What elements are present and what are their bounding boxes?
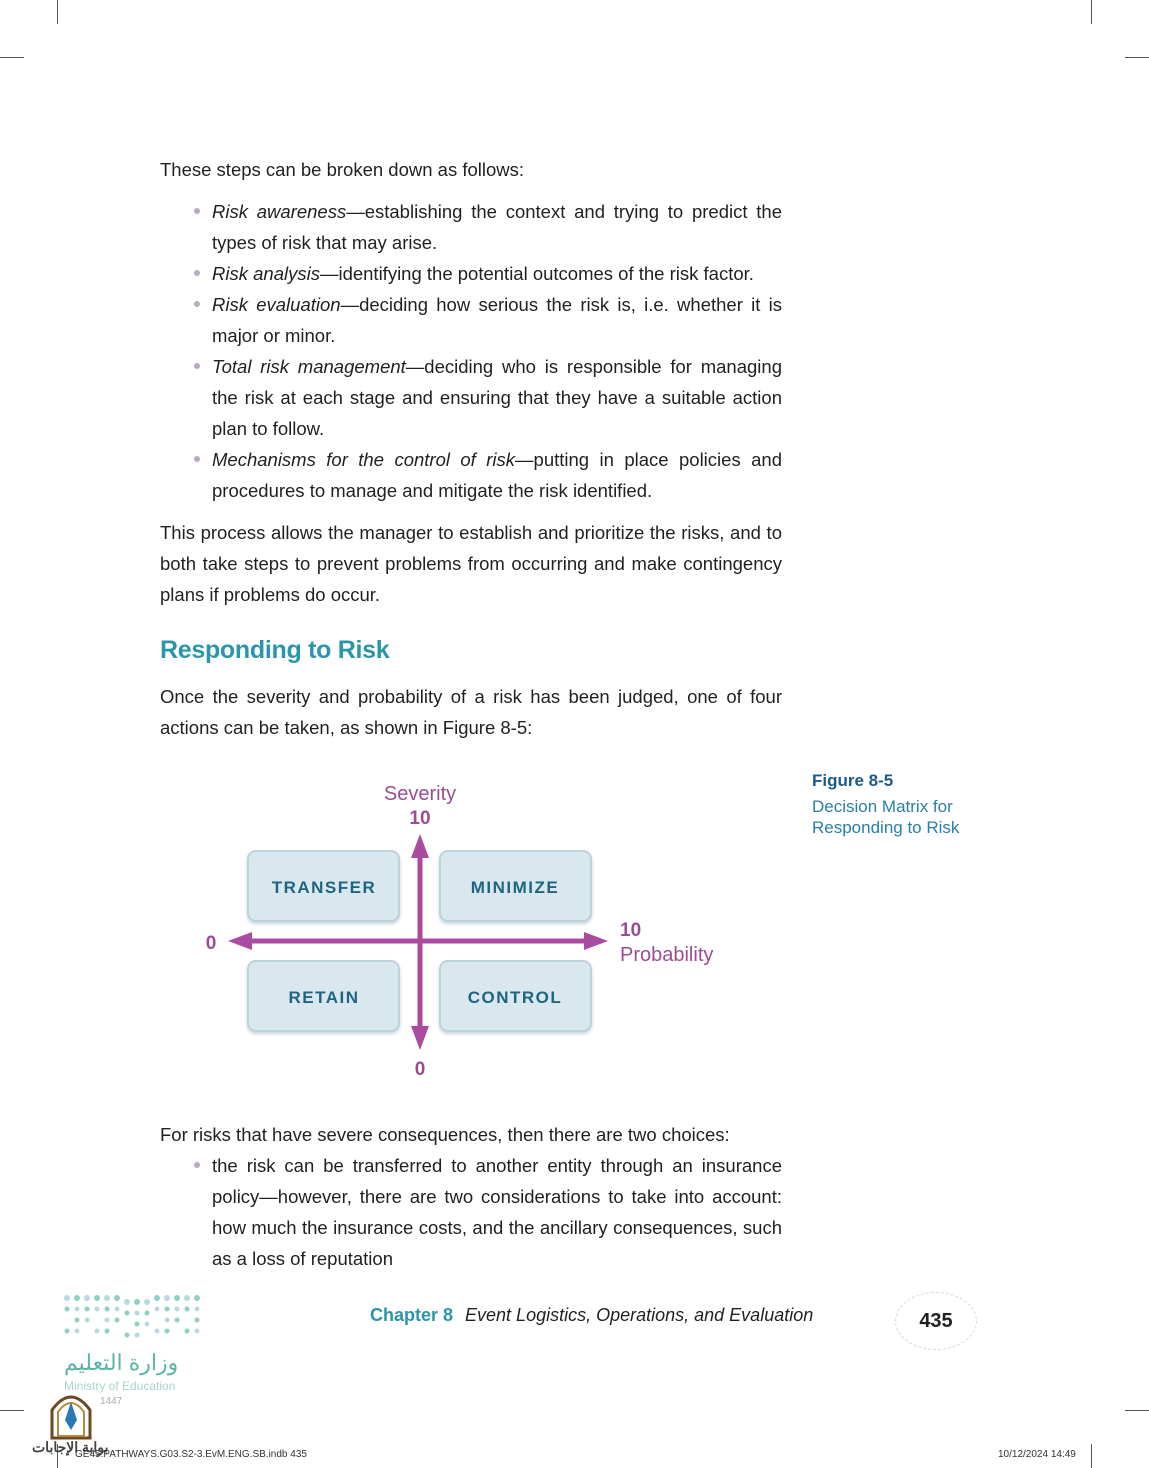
list-item-text: —deciding how serious the risk is, i.e. whether it is major or minor. [212,294,783,346]
down-arrow-icon [411,1026,429,1050]
section-heading: Responding to Risk [160,636,390,664]
quadrant-retain-label: RETAIN [288,988,360,1007]
quadrant-control [440,961,591,1031]
ministry-year: 1447 [100,1396,123,1407]
lower-text-block [160,1119,782,1274]
crop-mark [0,57,24,58]
x-axis-min: 0 [205,933,217,954]
process-paragraph: This process allows the manager to establish and prioritize the risks, and to both take steps to prevent problems from occurring and make contingency plans if problems do occur. [160,522,782,605]
decision-matrix-figure [190,770,750,1090]
list-item [160,444,782,506]
crop-mark [1091,0,1092,24]
figure-title-line-2: Responding to Risk [812,818,960,837]
list-item [160,289,782,351]
quadrant-minimize [440,851,591,921]
x-axis-label: Probability [620,944,714,966]
crop-mark [0,1410,24,1411]
figure-lead-paragraph: Once the severity and probability of a risk has been judged, one of four actions can be taken, as shown in Figure 8-5: [160,686,782,738]
list-item-text: —identifying the potential outcomes of the risk factor. [319,263,754,284]
list-item [160,1150,782,1274]
list-item-term: Risk awareness [212,201,347,222]
quadrant-minimize-label: MINIMIZE [470,878,560,897]
crop-mark [1125,1410,1149,1411]
intro-paragraph: These steps can be broken down as follows: [160,159,525,180]
crop-mark [1125,57,1149,58]
x-axis-max: 10 [620,920,642,941]
risk-steps-list [160,196,782,506]
figure-number: Figure 8-5 [812,771,894,790]
upper-text-block [160,154,782,610]
quadrant-retain [248,961,399,1031]
ministry-dots-icon [62,1292,202,1340]
ministry-english-name: Ministry of Education [64,1379,176,1393]
list-item-term: Risk evaluation [212,294,341,315]
up-arrow-icon [411,834,429,858]
quadrant-transfer [248,851,399,921]
ministry-arabic-name: وزارة التعليم [64,1350,179,1375]
list-item-text: —establishing the context and trying to predict the types of risk that may arise. [212,201,782,253]
pen-logo-icon [48,1390,94,1440]
crop-mark [57,0,58,24]
figure-title-line-1: Decision Matrix for [812,796,953,816]
y-axis-label: Severity [383,783,457,805]
y-axis-min: 0 [414,1059,426,1080]
list-item-term: Mechanisms for the control of risk [212,449,516,470]
figure-caption [812,770,959,839]
left-arrow-icon [228,932,252,950]
list-item-text: the risk can be transferred to another entity through an insurance policy—however, there are two considerations to take into account: how much the insurance costs, and the ancillary consequences, such as a loss of reputation [212,1155,782,1269]
slug-timestamp: 10/12/2024 14:49 [998,1449,1076,1460]
chapter-footer [370,1305,813,1326]
chapter-number: Chapter 8 [370,1305,454,1325]
list-item-text: —putting in place policies and procedures to manage and mitigate the risk identified. [212,449,782,501]
choices-list [160,1150,782,1274]
list-item [160,351,782,444]
list-item-term: Risk analysis [212,263,320,284]
right-arrow-icon [584,932,608,950]
quadrant-transfer-label: TRANSFER [271,878,377,897]
slug-filename: GE45.PATHWAYS.G03.S2-3.EvM.ENG.SB.indb 435 [75,1449,307,1460]
quadrant-control-label: CONTROL [467,988,563,1007]
list-item [160,196,782,258]
chapter-title: Event Logistics, Operations, and Evaluation [465,1305,814,1325]
y-axis-max: 10 [409,808,431,829]
list-item-text: —deciding who is responsible for managing the risk at each stage and ensuring that they have a suitable action plan to follow. [212,356,782,439]
list-item [160,258,782,289]
list-item-term: Total risk management [212,356,406,377]
watermark-text: بوابة الإجابات [32,1439,109,1455]
choices-paragraph: For risks that have severe consequences, then there are two choices: [160,1124,730,1145]
intro-figure-text [160,681,782,743]
crop-mark [1091,1444,1092,1468]
page-number: 435 [895,1292,977,1350]
